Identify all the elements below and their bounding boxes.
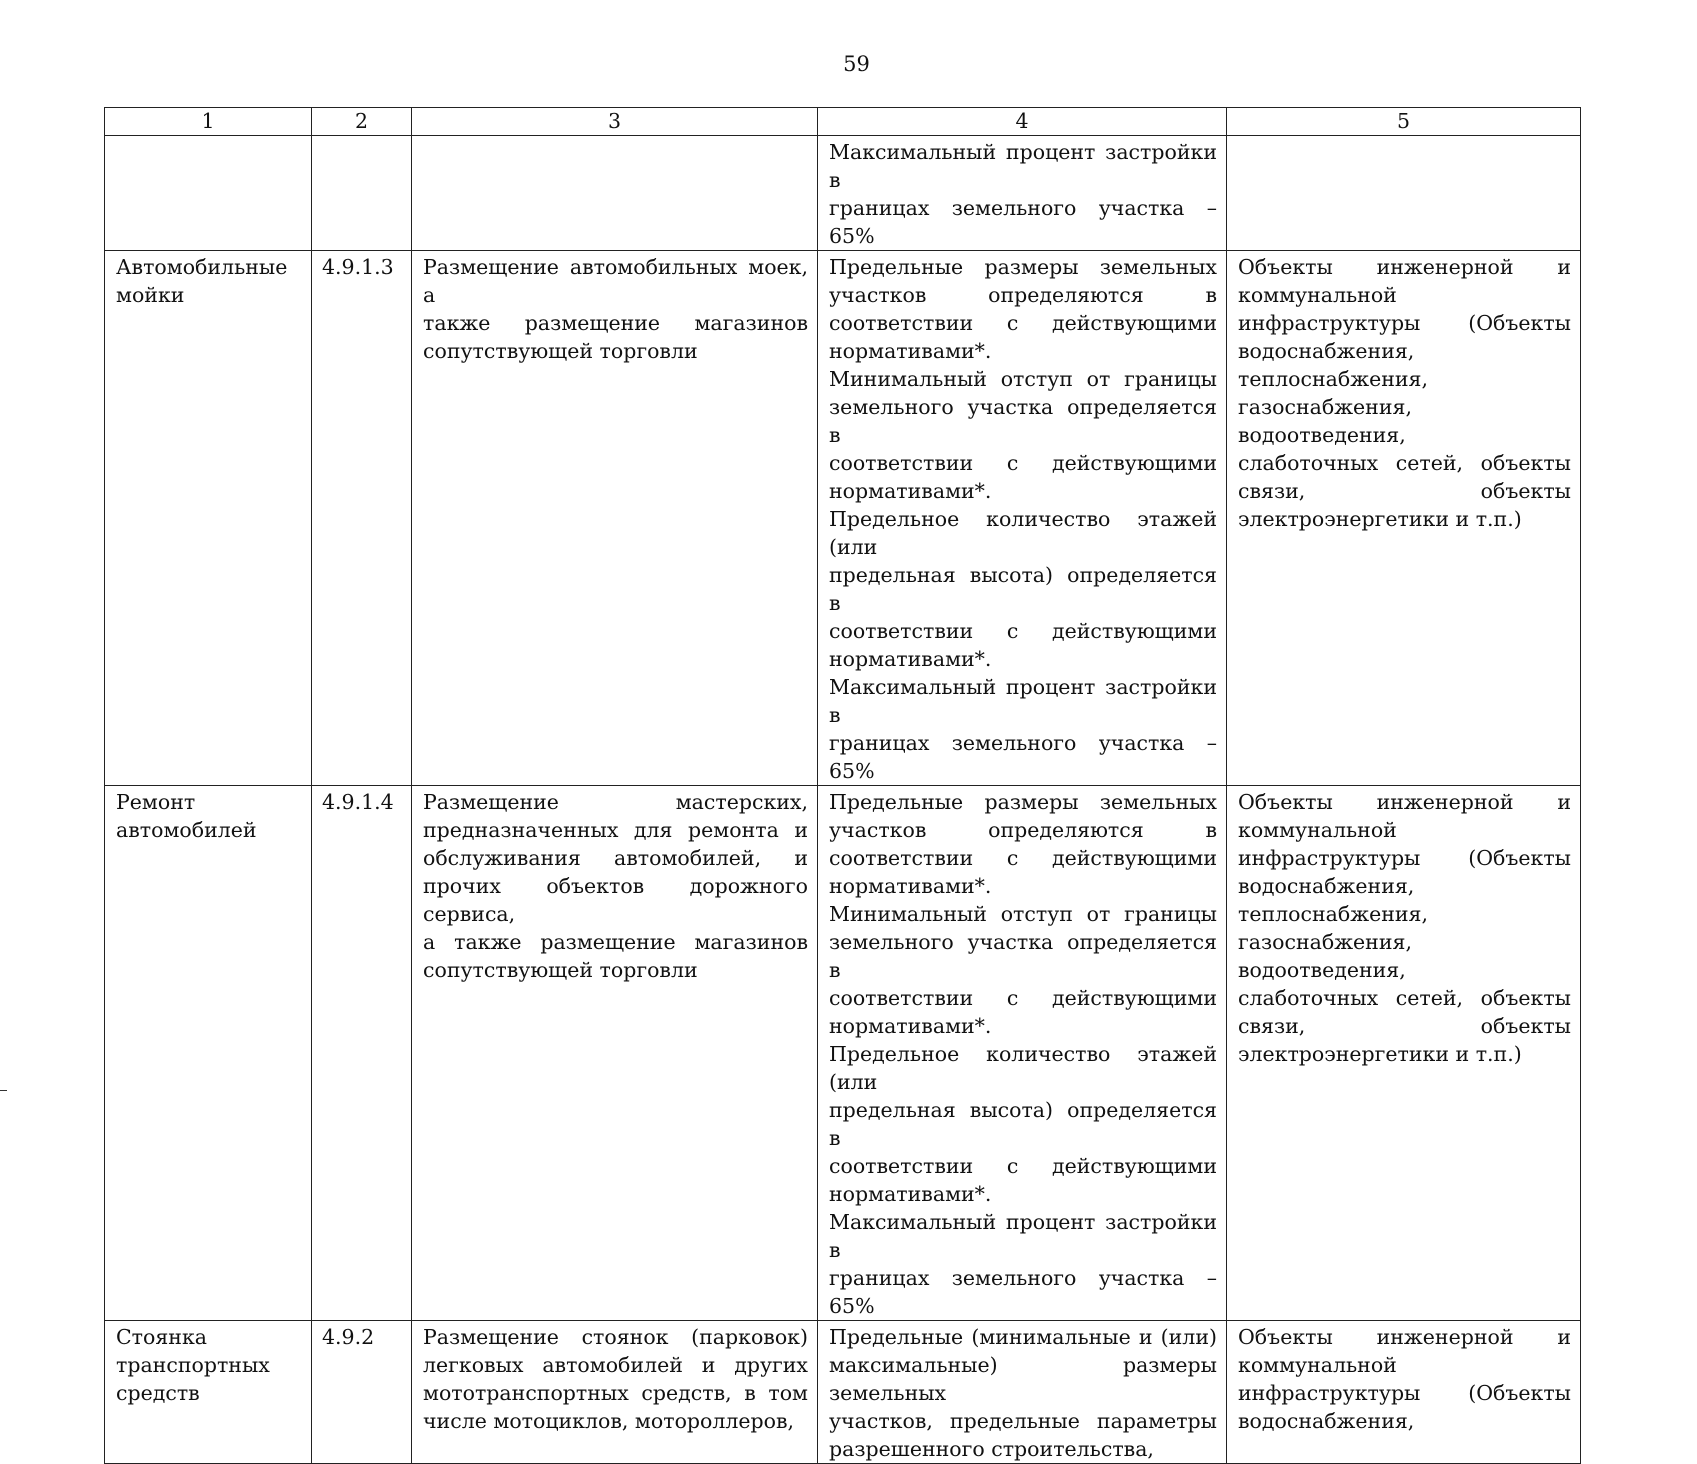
cell-text-line: земельного участка определяется в xyxy=(829,930,1217,982)
cell-text-line: предельная высота) определяется в xyxy=(829,563,1217,615)
cell-text-line: границах земельного участка – 65% xyxy=(829,731,1217,783)
cell-text-line: нормативами*. xyxy=(829,339,992,363)
page-number: 59 xyxy=(843,52,870,76)
cell-text-line: Предельное количество этажей (или xyxy=(829,1042,1217,1094)
table-cell xyxy=(105,136,312,251)
cell-text-line: теплоснабжения, xyxy=(1238,902,1428,926)
cell-text-line: легковых автомобилей и других xyxy=(423,1353,808,1377)
table-row-car-repair xyxy=(105,786,1581,1321)
cell-text-line: предельная высота) определяется в xyxy=(829,1098,1217,1150)
cell-text-line: Максимальный процент застройки в xyxy=(829,675,1217,727)
cell-text-line: связи, объекты xyxy=(1238,1014,1571,1038)
cell-text-line: инфраструктуры (Объекты xyxy=(1238,1381,1571,1405)
use-name-cell: Ремонт автомобилей xyxy=(105,786,312,1321)
cell-text-line: Предельные размеры земельных xyxy=(829,255,1217,279)
cell-text-line: прочих объектов дорожного сервиса, xyxy=(423,874,808,926)
cell-text-line: нормативами*. xyxy=(829,1014,992,1038)
description-cell xyxy=(412,251,818,786)
cell-text-line: газоснабжения, водоотведения, xyxy=(1238,395,1412,447)
infrastructure-cell xyxy=(1227,251,1581,786)
cell-text-line: Размещение автомобильных моек, а xyxy=(423,255,808,307)
cell-text-line: слаботочных сетей, объекты xyxy=(1238,986,1571,1010)
cell-text-line: обслуживания автомобилей, и xyxy=(423,846,808,870)
description-cell xyxy=(412,786,818,1321)
cell-text-line: соответствии с действующими xyxy=(829,619,1217,643)
table-cell xyxy=(1227,136,1581,251)
cell-text-line: максимальные) размеры земельных xyxy=(829,1353,1217,1405)
scan-artifact-line xyxy=(0,1090,7,1091)
cell-text-line: теплоснабжения, xyxy=(1238,367,1428,391)
use-code-cell: 4.9.2 xyxy=(312,1321,412,1464)
cell-text-line: Предельное количество этажей (или xyxy=(829,507,1217,559)
cell-text-line: соответствии с действующими xyxy=(829,986,1217,1010)
cell-text-line: водоснабжения, xyxy=(1238,874,1415,898)
parameters-cell xyxy=(818,136,1227,251)
cell-text-line: предназначенных для ремонта и xyxy=(423,818,808,842)
use-name-cell: Автомобильные мойки xyxy=(105,251,312,786)
parameters-cell xyxy=(818,786,1227,1321)
cell-text-line: Минимальный отступ от границы xyxy=(829,902,1217,926)
cell-text-line: коммунальной xyxy=(1238,818,1397,842)
table-row-continuation xyxy=(105,136,1581,251)
cell-text-line: Объекты инженерной и xyxy=(1238,255,1571,279)
cell-text-line: соответствии с действующими xyxy=(829,311,1217,335)
header-row xyxy=(105,108,1581,136)
infrastructure-cell xyxy=(1227,786,1581,1321)
parameters-cell xyxy=(818,1321,1227,1464)
table-cell xyxy=(312,136,412,251)
cell-text-line: соответствии с действующими xyxy=(829,1154,1217,1178)
cell-text-line: сопутствующей торговли xyxy=(423,339,698,363)
column-header-4: 4 xyxy=(818,108,1227,136)
cell-text-line: соответствии с действующими xyxy=(829,451,1217,475)
cell-text-line: Максимальный процент застройки в xyxy=(829,1210,1217,1262)
use-name-cell: Стоянка транспортных средств xyxy=(105,1321,312,1464)
cell-text-line: водоснабжения, xyxy=(1238,1409,1415,1433)
cell-text-line: электроэнергетики и т.п.) xyxy=(1238,507,1522,531)
cell-text-line: земельного участка определяется в xyxy=(829,395,1217,447)
use-code-cell: 4.9.1.3 xyxy=(312,251,412,786)
cell-text-line: коммунальной xyxy=(1238,283,1397,307)
cell-text-line: слаботочных сетей, объекты xyxy=(1238,451,1571,475)
cell-text-line: границах земельного участка – 65% xyxy=(829,196,1217,248)
cell-text-line: электроэнергетики и т.п.) xyxy=(1238,1042,1522,1066)
cell-text-line: соответствии с действующими xyxy=(829,846,1217,870)
parameters-cell xyxy=(818,251,1227,786)
cell-text-line: коммунальной xyxy=(1238,1353,1397,1377)
cell-text-line: связи, объекты xyxy=(1238,479,1571,503)
cell-text-line: участков, предельные параметры xyxy=(829,1409,1217,1433)
cell-text-line: инфраструктуры (Объекты xyxy=(1238,846,1571,870)
cell-text-line: Объекты инженерной и xyxy=(1238,1325,1571,1349)
column-header-3: 3 xyxy=(412,108,818,136)
cell-text-line: участков определяются в xyxy=(829,818,1217,842)
table-row-parking xyxy=(105,1321,1581,1464)
table-cell xyxy=(412,136,818,251)
cell-text-line: нормативами*. xyxy=(829,1182,992,1206)
cell-text-line: нормативами*. xyxy=(829,874,992,898)
cell-text-line: границах земельного участка – 65% xyxy=(829,1266,1217,1318)
cell-text-line: Максимальный процент застройки в xyxy=(829,140,1217,192)
description-cell xyxy=(412,1321,818,1464)
cell-text-line: Размещение стоянок (парковок) xyxy=(423,1325,808,1349)
table-row-car-wash xyxy=(105,251,1581,786)
cell-text-line: сопутствующей торговли xyxy=(423,958,698,982)
cell-text-line: разрешенного строительства, xyxy=(829,1437,1154,1461)
cell-text-line: Предельные размеры земельных xyxy=(829,790,1217,814)
cell-text-line: Предельные (минимальные и (или) xyxy=(829,1325,1217,1349)
cell-text-line: участков определяются в xyxy=(829,283,1217,307)
cell-text-line: инфраструктуры (Объекты xyxy=(1238,311,1571,335)
cell-text-line: Объекты инженерной и xyxy=(1238,790,1571,814)
regulations-table xyxy=(104,107,1581,1464)
cell-text-line: Размещение мастерских, xyxy=(423,790,808,814)
column-header-5: 5 xyxy=(1227,108,1581,136)
cell-text-line: нормативами*. xyxy=(829,647,992,671)
cell-text-line: нормативами*. xyxy=(829,479,992,503)
cell-text-line: также размещение магазинов xyxy=(423,311,808,335)
use-code-cell: 4.9.1.4 xyxy=(312,786,412,1321)
column-header-2: 2 xyxy=(312,108,412,136)
cell-text-line: водоснабжения, xyxy=(1238,339,1415,363)
cell-text-line: а также размещение магазинов xyxy=(423,930,808,954)
cell-text-line: газоснабжения, водоотведения, xyxy=(1238,930,1412,982)
infrastructure-cell xyxy=(1227,1321,1581,1464)
cell-text-line: Минимальный отступ от границы xyxy=(829,367,1217,391)
column-header-1: 1 xyxy=(105,108,312,136)
cell-text-line: числе мотоциклов, мотороллеров, xyxy=(423,1409,795,1433)
cell-text-line: мототранспортных средств, в том xyxy=(423,1381,808,1405)
